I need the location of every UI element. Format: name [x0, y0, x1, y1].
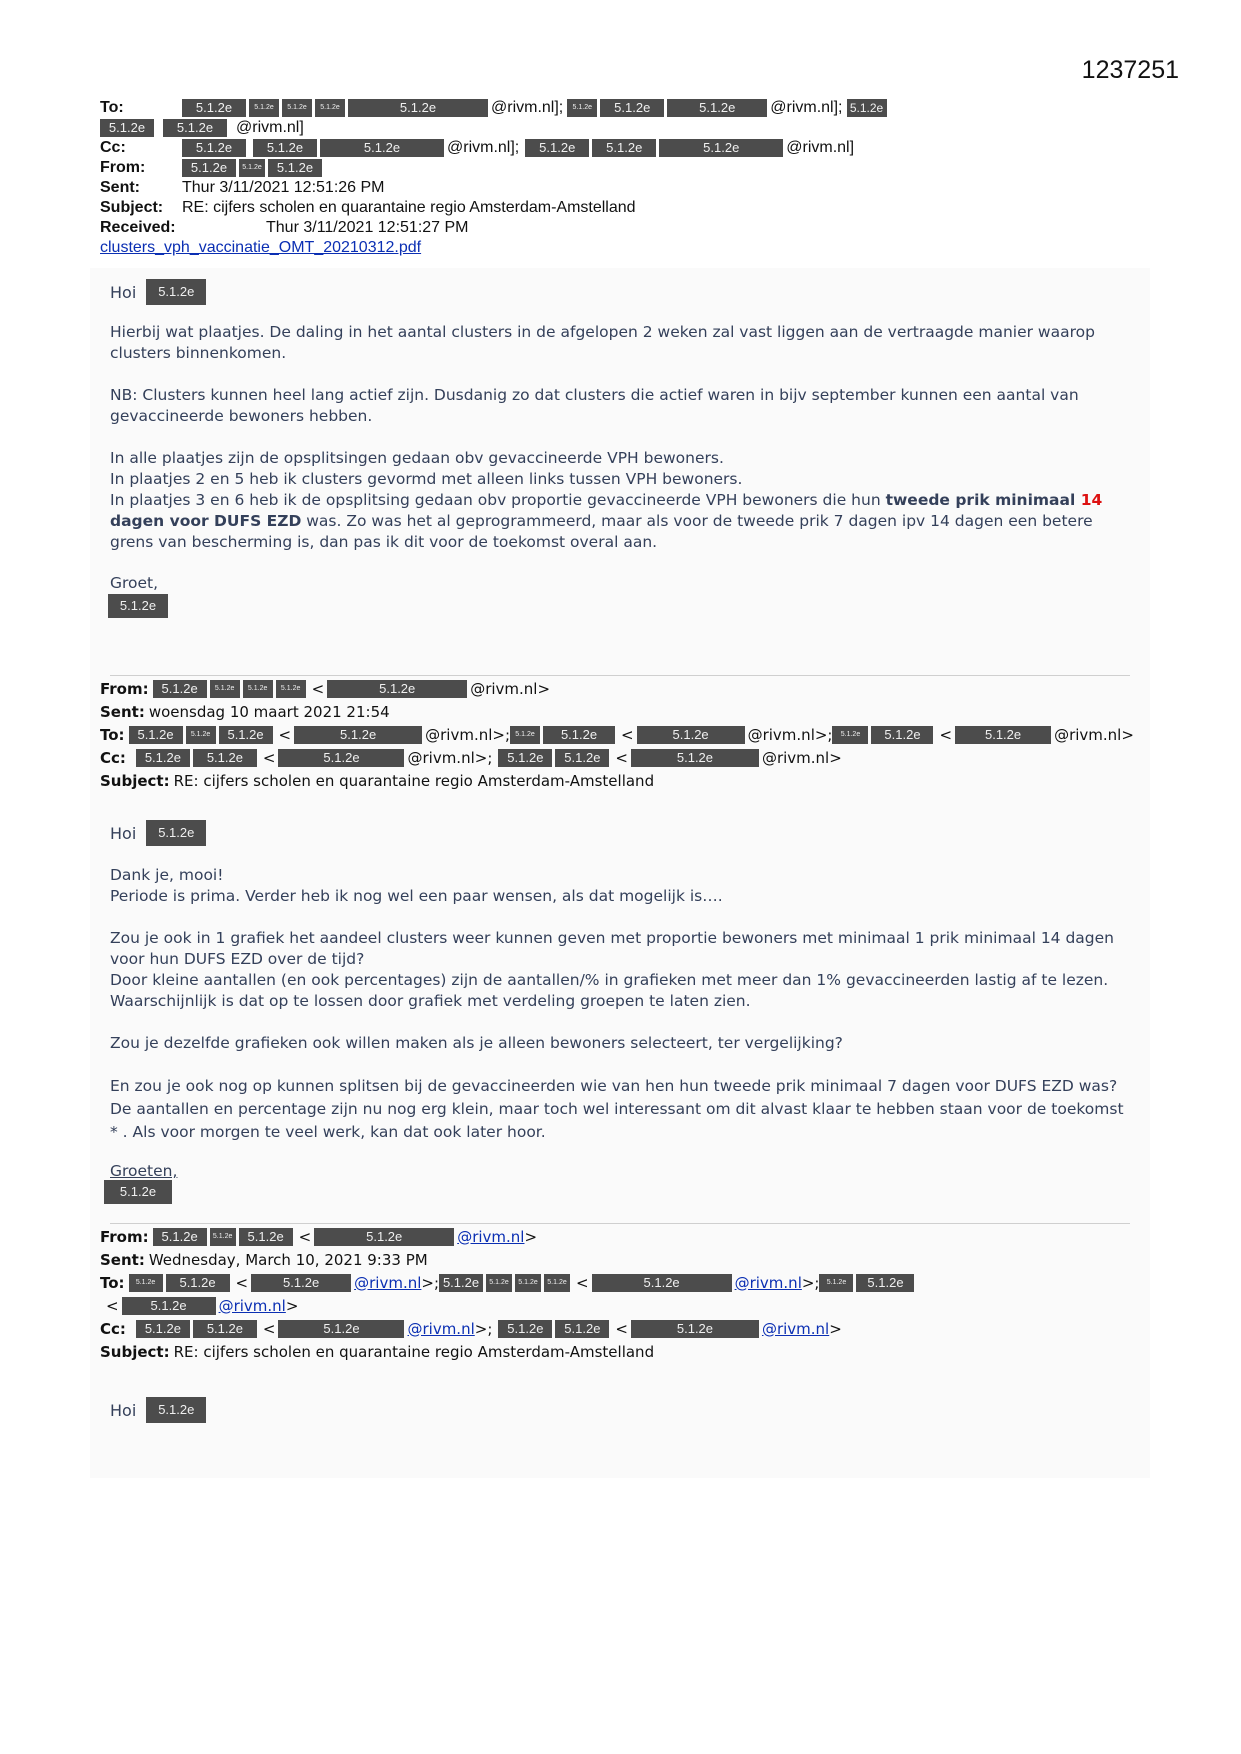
email-domain: @rivm.nl];: [770, 99, 843, 116]
redaction: 5.1.2e: [136, 1320, 190, 1338]
signature-1: [108, 594, 171, 618]
cc-label: Cc:: [100, 1319, 126, 1338]
redaction: 5.1.2e: [100, 119, 154, 137]
to-row-cont: [100, 118, 1140, 138]
redaction: 5.1.2e: [314, 1228, 454, 1246]
redaction: 5.1.2e: [871, 726, 933, 744]
separator: [110, 1223, 1130, 1224]
redaction: 5.1.2e: [637, 726, 745, 744]
redaction: 5.1.2e: [251, 1274, 351, 1292]
email-link[interactable]: @rivm.nl: [457, 1227, 525, 1246]
sent-value: woensdag 10 maart 2021 21:54: [148, 702, 390, 721]
subject-label: Subject:: [100, 199, 164, 216]
redaction: 5.1.2e: [327, 680, 467, 698]
redaction: 5.1.2e: [153, 1228, 207, 1246]
redaction: 5.1.2e: [592, 1274, 732, 1292]
attachment-link[interactable]: clusters_vph_vaccinatie_OMT_20210312.pdf: [100, 239, 422, 256]
greeting-3: [110, 1397, 209, 1423]
redaction: 5.1.2e: [832, 726, 868, 744]
message-1-paragraph-3: [110, 448, 1130, 553]
redaction: 5.1.2e: [193, 749, 257, 767]
redaction: 5.1.2e: [348, 99, 488, 117]
redaction: 5.1.2e: [210, 680, 240, 698]
redaction: 5.1.2e: [555, 749, 609, 767]
redaction: 5.1.2e: [515, 1274, 541, 1292]
subject-value: RE: cijfers scholen en quarantaine regio Amsterdam-Amstelland: [173, 771, 655, 790]
redaction: 5.1.2e: [153, 680, 207, 698]
sent-row: [100, 178, 1140, 198]
to-label: To:: [100, 99, 124, 116]
message-2-paragraph-2: Zou je ook in 1 grafiek het aandeel clusters weer kunnen geven met proportie bewoners met minimaal 1 prik minimaal 14 dagen voor hun DUFS EZD over de tijd? Door kleine aantallen (en ook percentages) zijn de aantallen/% in grafieken met meer dan 1% gevaccineerden lastig af te lezen. Waarschijnlijk is dat op te lossen door grafiek met verdeling groepen te laten zien.: [110, 929, 1115, 1010]
redaction: 5.1.2e: [525, 139, 589, 157]
redaction: 5.1.2e: [129, 726, 183, 744]
forward-header-2: From: 5.1.2e 5.1.2e 5.1.2e < 5.1.2e @rivm.nl > Sent: Wednesday, March 10, 2021 9:33 PM To: 5.1.2e 5.1.2e < 5.1.2e @rivm.nl >; 5.1.2e 5.1.2e 5.1.2e 5.1.2e < 5.1.2e @rivm.nl >; 5.1.2e 5.1.2e < 5.1.2e @rivm.nl > Cc: 5.1.2e 5.1.2e < 5.1.2e @rivm.nl >; 5.1.2e 5.1.2e < 5.1.2e @rivm.nl > Subject: RE: cijfers scholen en quarantaine regio Amsterdam-Amstelland: [100, 1225, 1140, 1363]
cc-row: [100, 138, 1140, 158]
message-2-paragraph-4: Zou je dezelfde grafieken ook willen maken als je alleen bewoners selecteert, ter vergelijking?: [110, 1034, 843, 1052]
email-header: [100, 98, 1140, 258]
redaction: 5.1.2e: [320, 139, 444, 157]
email-domain: @rivm.nl];: [491, 99, 564, 116]
message-2-paragraph-1: Dank je, mooi! Periode is prima. Verder heb ik nog wel een paar wensen, als dat mogelijk is….: [110, 866, 723, 905]
redaction: 5.1.2e: [239, 159, 265, 177]
redaction: 5.1.2e: [129, 1274, 163, 1292]
message-1-paragraph-2: NB: Clusters kunnen heel lang actief zijn. Dusdanig zo dat clusters die actief waren in bijv september kunnen een aantal van gevaccineerde bewoners hebben.: [110, 386, 1079, 425]
redaction: 5.1.2e: [182, 159, 236, 177]
email-link[interactable]: @rivm.nl: [761, 1319, 830, 1338]
separator: [110, 675, 1130, 676]
redaction: 5.1.2e: [146, 1397, 206, 1423]
redaction: 5.1.2e: [498, 1320, 552, 1338]
redaction: 5.1.2e: [567, 99, 597, 117]
email-link[interactable]: @rivm.nl: [218, 1296, 286, 1315]
cc-label: Cc:: [100, 139, 126, 156]
redaction: 5.1.2e: [193, 1320, 257, 1338]
redaction: 5.1.2e: [249, 99, 279, 117]
from-label: From:: [100, 1227, 149, 1246]
sent-label: Sent:: [100, 1250, 145, 1269]
redaction: 5.1.2e: [278, 1320, 404, 1338]
received-label: Received:: [100, 219, 176, 236]
redaction: 5.1.2e: [146, 279, 206, 305]
redaction: 5.1.2e: [186, 726, 216, 744]
redaction: 5.1.2e: [278, 749, 404, 767]
subject-row: [100, 198, 1140, 218]
redaction: 5.1.2e: [268, 159, 322, 177]
redaction: 5.1.2e: [555, 1320, 609, 1338]
line-c: In plaatjes 3 en 6 heb ik de opsplitsing gedaan obv proportie gevaccineerde VPH bewoners die hun tweede prik minimaal 14 dagen voor DUFS EZD was. Zo was het al geprogrammeerd, maar als voor de tweede prik 7 dagen ipv 14 dagen een betere grens van bescherming is, dan pas ik dit voor de toekomst overal aan.: [110, 491, 1103, 551]
redaction: 5.1.2e: [253, 139, 317, 157]
redaction: 5.1.2e: [210, 1228, 236, 1246]
message-1-closing: Groet,: [110, 574, 159, 592]
sent-label: Sent:: [100, 179, 140, 196]
line-b: In plaatjes 2 en 5 heb ik clusters gevormd met alleen links tussen VPH bewoners.: [110, 470, 743, 488]
redaction: 5.1.2e: [856, 1274, 914, 1292]
from-row: [100, 158, 1140, 178]
subject-label: Subject:: [100, 1342, 170, 1361]
document-id: 1237251: [1081, 56, 1179, 84]
redaction: 5.1.2e: [592, 139, 656, 157]
redaction: 5.1.2e: [104, 1180, 172, 1204]
forward-header-1: From: 5.1.2e 5.1.2e 5.1.2e 5.1.2e < 5.1.2e @rivm.nl> Sent: woensdag 10 maart 2021 21:54 To: 5.1.2e 5.1.2e 5.1.2e < 5.1.2e @rivm.nl>; 5.1.2e 5.1.2e < 5.1.2e @rivm.nl>; 5.1.2e 5.1.2e < 5.1.2e @rivm.nl> Cc: 5.1.2e 5.1.2e < 5.1.2e @rivm.nl>; 5.1.2e 5.1.2e < 5.1.2e @rivm.nl> Subject: RE: cijfers scholen en quarantaine regio Amsterdam-Amstelland: [100, 679, 1134, 790]
redaction: 5.1.2e: [182, 139, 246, 157]
to-label: To:: [100, 1273, 125, 1292]
redaction: 5.1.2e: [955, 726, 1051, 744]
redaction: 5.1.2e: [136, 749, 190, 767]
message-2-closing: Groeten,: [110, 1162, 178, 1180]
email-link[interactable]: @rivm.nl: [407, 1319, 475, 1338]
redaction: 5.1.2e: [510, 726, 540, 744]
line-a: In alle plaatjes zijn de opsplitsingen gedaan obv gevaccineerde VPH bewoners.: [110, 449, 724, 467]
from-label: From:: [100, 679, 149, 698]
redaction: 5.1.2e: [498, 749, 552, 767]
from-label: From:: [100, 159, 146, 176]
redaction: 5.1.2e: [239, 1228, 293, 1246]
redaction: 5.1.2e: [282, 99, 312, 117]
redaction: 5.1.2e: [294, 726, 422, 744]
signature-2: [104, 1180, 175, 1204]
greeting-1: [110, 279, 209, 305]
sent-label: Sent:: [100, 702, 145, 721]
redaction: 5.1.2e: [163, 119, 227, 137]
greeting-text: Hoi: [110, 282, 137, 302]
redaction: 5.1.2e: [600, 99, 664, 117]
redaction: 5.1.2e: [122, 1297, 216, 1315]
redaction: 5.1.2e: [243, 680, 273, 698]
redaction: 5.1.2e: [631, 1320, 759, 1338]
redaction: 5.1.2e: [819, 1274, 853, 1292]
cc-label: Cc:: [100, 748, 126, 767]
received-value: Thur 3/11/2021 12:51:27 PM: [266, 219, 469, 236]
email-link[interactable]: @rivm.nl: [354, 1273, 422, 1292]
redaction: 5.1.2e: [315, 99, 345, 117]
redaction: 5.1.2e: [108, 594, 168, 618]
email-link[interactable]: @rivm.nl: [734, 1273, 802, 1292]
redaction: 5.1.2e: [276, 680, 306, 698]
email-domain: @rivm.nl];: [447, 139, 520, 156]
subject-label: Subject:: [100, 771, 170, 790]
redaction: 5.1.2e: [659, 139, 783, 157]
redaction: 5.1.2e: [543, 726, 615, 744]
to-label: To:: [100, 725, 125, 744]
redaction: 5.1.2e: [631, 749, 759, 767]
redaction: 5.1.2e: [847, 99, 887, 117]
subject-value: RE: cijfers scholen en quarantaine regio Amsterdam-Amstelland: [173, 1342, 655, 1361]
redaction: 5.1.2e: [667, 99, 767, 117]
message-1-paragraph-1: Hierbij wat plaatjes. De daling in het aantal clusters in de afgelopen 2 weken zal vast liggen aan de vertraagde manier waarop clusters binnenkomen.: [110, 323, 1095, 362]
greeting-text: Hoi: [110, 823, 137, 843]
received-row: [100, 218, 1140, 238]
sent-value: Thur 3/11/2021 12:51:26 PM: [182, 179, 385, 196]
subject-value: RE: cijfers scholen en quarantaine regio Amsterdam-Amstelland: [182, 199, 636, 216]
redaction: 5.1.2e: [166, 1274, 230, 1292]
message-2-paragraph-5: En zou je ook nog op kunnen splitsen bij de gevaccineerden wie van hen hun tweede prik minimaal 7 dagen voor DUFS EZD was? De aantallen en percentage zijn nu nog erg klein, maar toch wel interessant om dit alvast klaar te hebben staan voor de toekomst * . Als voor morgen te veel werk, kan dat ook later hoor.: [110, 1077, 1124, 1141]
attachment-row: [100, 238, 1140, 258]
email-domain: @rivm.nl]: [236, 119, 304, 136]
redaction: 5.1.2e: [219, 726, 273, 744]
redaction: 5.1.2e: [544, 1274, 570, 1292]
greeting-text: Hoi: [110, 1400, 137, 1420]
redaction: 5.1.2e: [182, 99, 246, 117]
email-domain: @rivm.nl]: [786, 139, 855, 156]
redaction: 5.1.2e: [439, 1274, 483, 1292]
sent-value: Wednesday, March 10, 2021 9:33 PM: [148, 1250, 428, 1269]
redaction: 5.1.2e: [486, 1274, 512, 1292]
redaction: 5.1.2e: [146, 820, 206, 846]
greeting-2: [110, 820, 209, 846]
to-row: [100, 98, 1140, 118]
